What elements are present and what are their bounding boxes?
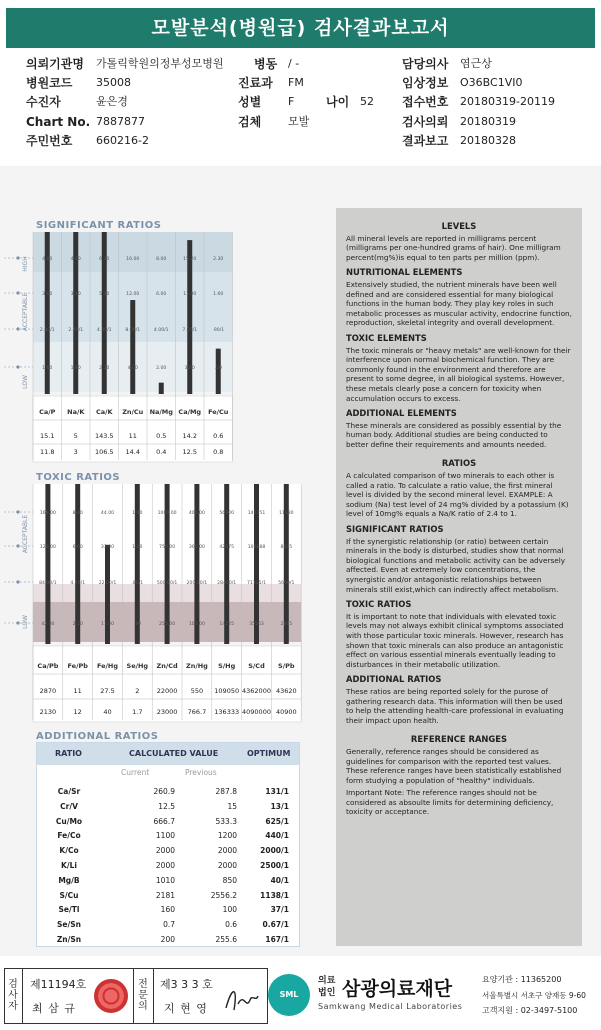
tick-label: 12.00 [126, 292, 140, 297]
tick-label: 750.00 [159, 545, 176, 550]
ratio-bar [75, 484, 80, 644]
label-clinical-info: 임상정보 [402, 76, 449, 90]
table-row [37, 829, 299, 843]
examiner-name: 최 삼 규 [32, 1002, 76, 1015]
tick-label: 2.20 [99, 366, 110, 371]
previous-value: 3 [73, 448, 78, 456]
tick-label: 200.00/1 [186, 581, 208, 586]
ratio-name: Na/K [67, 408, 85, 416]
current-cell: 160 [160, 905, 175, 915]
optimum-cell: 37/1 [270, 905, 289, 915]
zone-label: LOW [22, 375, 29, 389]
tick-label: 11.00 [183, 292, 197, 297]
tick-label: 56900 [219, 511, 235, 516]
header-current: Current [121, 768, 150, 777]
ratio-bar [216, 349, 221, 394]
table-row [37, 889, 299, 903]
zone-label: ACCEPTABLE [22, 292, 29, 332]
current-value: 22000 [156, 687, 178, 695]
table-row [37, 918, 299, 932]
zone-dot [16, 327, 19, 330]
label-institution: 의뢰기관명 [26, 57, 84, 71]
zone-band [33, 232, 233, 272]
additional-elements-text: These minerals are considered as possibly essential by the human body. Additional studies are being conducted to better define their requirements and amounts needed. [346, 420, 562, 449]
current-cell: 0.7 [163, 920, 175, 930]
label-resident-no: 주민번호 [26, 134, 73, 148]
value-specimen: 모발 [288, 115, 310, 128]
additional-ratios-text: These ratios are being reported solely for the purose of gathering research data. This information will then be used to help the attending health-care professional in evaluating their impact upon health. [346, 686, 564, 725]
ratio-name: S/Pb [278, 662, 295, 670]
value-report-date: 20180328 [460, 134, 516, 147]
significant-ratios-text: If the synergistic relationship (or ratio) between certain minerals in the body is disturbed, studies show that normal biological functions and metabolic activity can be adversely affected. Even at extremely low concentrations, the synergistic and/or antagonistic relationships between minerals still exist,which can indirectly affect metabolism. [346, 536, 566, 594]
previous-value: 40 [103, 708, 112, 716]
optimum-cell: 131/1 [265, 787, 289, 796]
value-sex: F [288, 95, 295, 108]
ratio-name-cell: K/Li [61, 861, 77, 870]
previous-value: 14.4 [125, 448, 140, 456]
tick-label: 1.40 [70, 366, 81, 371]
current-value: 11 [73, 687, 82, 695]
levels-text: All mineral levels are reported in milligrams percent (milligrams per one-hundred grams of hair). One milligram percent(mg%)is equal to ten parts per million (ppm). [346, 233, 561, 262]
seal-stamp [94, 979, 128, 1013]
previous-value: 106.5 [94, 448, 114, 456]
label-patient: 수진자 [26, 95, 61, 109]
tick-label: .90/1 [212, 328, 225, 333]
tick-label: 1.60 [42, 366, 53, 371]
previous-value: 40900 [275, 708, 297, 716]
tick-label: 1.60 [132, 511, 143, 516]
current-value: 14.2 [182, 432, 197, 440]
lab-code: 요양기관 : 11365200 [482, 975, 562, 984]
optimum-cell: 625/1 [265, 816, 289, 826]
ratio-bar [135, 484, 140, 644]
table-row [37, 800, 299, 814]
label-receipt-no: 접수번호 [402, 95, 449, 109]
table-row [37, 903, 299, 917]
tick-label: 11.00 [100, 622, 115, 627]
tick-label: 2.40/1 [68, 328, 84, 333]
tick-label: 4.00/1 [153, 328, 169, 333]
value-age: 52 [360, 95, 374, 108]
tick-label: 33.00 [100, 545, 115, 550]
value-department: FM [288, 76, 304, 89]
optimum-cell: 0.67/1 [262, 920, 289, 930]
previous-cell: 533.3 [215, 816, 237, 826]
significant-ratios-title: SIGNIFICANT RATIOS [36, 220, 162, 231]
label-specimen: 검체 [238, 115, 262, 129]
footer [0, 962, 601, 1030]
tick-label: 11380 [278, 511, 294, 516]
ratio-name-cell: S/Cu [59, 890, 79, 900]
value-institution: 가톨릭학원의정부성모병원 [96, 57, 224, 70]
header-previous: Previous [185, 768, 217, 777]
label-report-date: 결과보고 [402, 134, 449, 148]
current-cell: 1100 [155, 831, 175, 841]
ratio-bar [284, 484, 289, 644]
zone-dot [16, 580, 19, 583]
tick-label: 2.80/1 [39, 328, 55, 333]
ratio-name-cell: Ca/Sr [57, 787, 81, 796]
tick-label: 3.00 [184, 366, 195, 371]
tick-label: 106688 [247, 545, 266, 550]
ratio-name: Na/Mg [149, 408, 173, 416]
label-age: 나이 [326, 95, 350, 109]
ratio-name: S/Hg [218, 662, 236, 670]
toxic-ratios-text: It is important to note that individuals with elevated toxic levels may not always exhibit clinical symptoms associated with those particular toxic minerals. However, research has shown that toxic minerals can also produce an antagonistic effect on various essential minerals eventually leading to disturbances in their metabolic utilization. [346, 611, 564, 669]
tick-label: 8535 [280, 545, 293, 550]
tick-label: 6.60 [72, 545, 83, 550]
label-request-date: 검사의뢰 [402, 115, 449, 129]
tick-label: 126.00 [39, 545, 56, 550]
label-department: 진료과 [238, 76, 273, 90]
lab-phone: 고객지원 : 02-3497-5100 [482, 1006, 578, 1015]
previous-value: 1.7 [132, 708, 143, 716]
tick-label: 400.00 [188, 511, 205, 516]
current-value: 550 [190, 687, 204, 695]
current-cell: 2000 [155, 846, 175, 856]
value-doctor: 염근상 [460, 57, 492, 70]
corp-type-2: 법인 [318, 988, 336, 998]
ratio-bar [45, 484, 50, 644]
previous-value: 23000 [156, 708, 178, 716]
examiner-label: 검사자 [8, 979, 18, 1012]
zone-dot [16, 544, 19, 547]
current-cell: 12.5 [158, 801, 175, 811]
ratio-name-cell: Fe/Co [57, 831, 81, 841]
current-cell: 1010 [155, 875, 175, 885]
ratio-bar [224, 484, 229, 644]
optimum-cell: 13/1 [270, 801, 289, 811]
optimum-cell: 2500/1 [260, 861, 289, 870]
header-calculated: CALCULATED VALUE [129, 749, 219, 758]
ratio-name: S/Cd [248, 662, 265, 670]
previous-value: 2130 [39, 708, 57, 716]
current-value: 2870 [39, 687, 57, 695]
specialist-license: 제3 3 3 호 [160, 978, 213, 991]
current-cell: 2181 [155, 890, 175, 900]
value-ward: / - [288, 57, 300, 70]
optimum-cell: 40/1 [270, 875, 289, 885]
lab-address: 서울특별시 서초구 양재동 9-60 [482, 991, 586, 1000]
zone-dot [16, 510, 19, 513]
current-cell: 260.9 [153, 787, 175, 796]
additional-ratios-title: ADDITIONAL RATIOS [36, 731, 159, 742]
zone-dot [16, 365, 19, 368]
value-chart-no: 7887877 [96, 115, 145, 128]
toxic-elements-text: The toxic minerals or "heavy metals" are well-known for their interference upon normal biochemical function. They are commonly found in the environment and therefore are present to some degree, in all biological systems. However, these metals clearly pose a concern for toxicity when accumulation occurs to excess. [346, 345, 571, 403]
current-value: 0.5 [156, 432, 167, 440]
previous-cell: 2556.2 [210, 890, 237, 900]
tick-label: 84.00/1 [39, 581, 57, 586]
value-clinical-info: O36BC1VI0 [460, 76, 523, 89]
previous-value: 4090000 [242, 708, 271, 716]
zone-label: LOW [22, 615, 29, 629]
tick-label: 3.40 [70, 292, 81, 297]
table-row [37, 844, 299, 858]
ratio-name: Zn/Cu [122, 408, 144, 416]
ratio-name-cell: Se/Tl [58, 905, 80, 915]
tick-label: 3.60 [42, 292, 53, 297]
ratio-name-cell: K/Co [59, 846, 79, 856]
current-cell: 2000 [155, 861, 175, 870]
header-ratio: RATIO [55, 749, 82, 758]
tick-label: 4.80 [42, 257, 53, 262]
tick-label: 4.20/1 [96, 328, 112, 333]
examiner-license: 제11194호 [30, 978, 87, 991]
tick-label: 5690/1 [278, 581, 295, 586]
reference-ranges-heading: REFERENCE RANGES [410, 734, 508, 745]
value-request-date: 20180319 [460, 115, 516, 128]
tick-label: 4.00 [127, 366, 138, 371]
tick-label: 28450/1 [217, 581, 237, 586]
lab-name: 삼광의료재단 [342, 978, 453, 1000]
tick-label: 42.00 [41, 622, 55, 627]
tick-label: 5.20 [99, 292, 110, 297]
value-hospital-code: 35008 [96, 76, 131, 89]
nutritional-heading: NUTRITIONAL ELEMENTS [346, 267, 463, 278]
current-value: 15.1 [40, 432, 55, 440]
ratio-bar [105, 545, 110, 644]
tick-label: 1.20 [132, 545, 143, 550]
label-doctor: 담당의사 [402, 57, 449, 71]
label-ward: 병동 [254, 57, 278, 71]
lab-logo: SML [268, 974, 310, 1016]
additional-ratios-heading: ADDITIONAL RATIOS [346, 674, 442, 685]
ratios-text: A calculated comparison of two minerals to each other is called a ratio. To calculate a ratio value, the first mineral level is divided by the second mineral level. EXAMPLE: A sodium (Na) test level of 24 mg% divided by a potassium (K) level of 10mg% equals a Na/K ratio of 2.4 to 1. [346, 471, 569, 519]
previous-value: 12 [73, 708, 82, 716]
label-sex: 성별 [238, 95, 262, 109]
ratio-name-cell: Cu/Mo [55, 816, 83, 826]
previous-value: 136333 [214, 708, 240, 716]
tick-label: .40 [133, 622, 141, 627]
tick-label: 14225 [219, 622, 235, 627]
nutritional-text: Extensively studied, the nutrient minerals have been well defined and are considered essential for many biological functions in the human body. They play key roles in such metabolic processes as muscular activity, endocrine function, reproduction, skeletal integrity and overall development. [346, 279, 572, 328]
previous-value: 0.8 [213, 448, 224, 456]
previous-cell: 850 [222, 875, 237, 885]
ratio-name-cell: Mg/B [58, 875, 80, 885]
previous-value: 12.5 [182, 448, 197, 456]
toxic-ratios-chart [0, 484, 306, 724]
tick-label: .80/1 [131, 581, 144, 586]
previous-value: 0.4 [156, 448, 167, 456]
current-value: 27.5 [100, 687, 115, 695]
ratio-bar [159, 383, 164, 394]
tick-label: 6.20 [99, 257, 110, 262]
optimum-cell: 1138/1 [260, 890, 289, 900]
additional-ratios-table [36, 742, 300, 947]
significant-ratios-heading: SIGNIFICANT RATIOS [346, 524, 444, 535]
reference-ranges-text: Generally, reference ranges should be considered as guidelines for comparison with the reported test values. These reference ranges have been statistically established form studying a population of "healthy" individuals. [346, 746, 562, 785]
tick-label: 300.00 [188, 545, 205, 550]
ratio-name: Fe/Cu [208, 408, 229, 416]
previous-cell: 15 [227, 801, 237, 811]
current-cell: 200 [160, 935, 175, 944]
tick-label: 100.00 [188, 622, 205, 627]
current-value: 109050 [214, 687, 240, 695]
tick-label: 7.00/1 [182, 328, 198, 333]
tick-label: 22.00/1 [98, 581, 117, 586]
table-row [37, 859, 299, 873]
current-value: 4362000 [242, 687, 271, 695]
table-row [37, 815, 299, 829]
additional-elements-heading: ADDITIONAL ELEMENTS [346, 408, 457, 419]
tick-label: 71125/1 [246, 581, 267, 586]
optimum-cell: 167/1 [265, 935, 289, 944]
levels-heading: LEVELS [441, 221, 477, 231]
current-value: 11 [128, 432, 137, 440]
current-value: 2 [135, 687, 140, 695]
tick-label: .20 [214, 366, 222, 371]
tick-label: 142251 [247, 511, 266, 516]
value-receipt-no: 20180319-20119 [460, 95, 555, 108]
ratio-name-cell: Se/Sn [57, 920, 81, 930]
ratio-name: Ca/P [39, 408, 56, 416]
tick-label: 6.00 [156, 292, 167, 297]
tick-label: 35563 [249, 622, 264, 627]
significant-ratios-chart [0, 232, 235, 464]
label-chart-no: Chart No. [26, 115, 91, 129]
tick-label: 44.00 [100, 511, 115, 516]
ratio-name: Zn/Cd [156, 662, 178, 670]
corp-type-1: 의료 [318, 976, 336, 986]
tick-label: 500.00/1 [156, 581, 178, 586]
label-hospital-code: 병원코드 [26, 76, 73, 90]
tick-label: 2.30 [213, 257, 224, 262]
current-value: 143.5 [94, 432, 114, 440]
ratio-name: Fe/Pb [67, 662, 88, 670]
ratio-bar [254, 484, 259, 644]
value-resident-no: 660216-2 [96, 134, 149, 147]
current-value: 43620 [275, 687, 297, 695]
ratio-name: Ca/Pb [37, 662, 59, 670]
previous-cell: 2000 [217, 861, 237, 870]
ratio-name: Ca/K [95, 408, 113, 416]
current-value: 0.6 [213, 432, 224, 440]
previous-cell: 1200 [217, 831, 237, 841]
current-cell: 666.7 [153, 816, 175, 826]
table-row [37, 933, 299, 947]
tick-label: 8.80 [72, 511, 83, 516]
toxic-ratios-heading: TOXIC RATIOS [346, 599, 412, 610]
current-value: 5 [73, 432, 78, 440]
ratio-name: Se/Hg [126, 662, 149, 670]
signature-mark [222, 982, 262, 1016]
optimum-cell: 2000/1 [260, 846, 289, 856]
reference-ranges-note: Important Note: The reference ranges should not be considered as absoulte limits for determining deficiency, toxicity or acceptance. [346, 788, 554, 817]
value-patient: 윤은경 [96, 95, 128, 108]
previous-cell: 255.6 [215, 935, 237, 944]
ratios-heading: RATIOS [441, 458, 477, 469]
tick-label: 2.20 [72, 622, 83, 627]
tick-label: 8.00/1 [125, 328, 141, 333]
tick-label: 1.60 [213, 292, 224, 297]
tick-label: 4.40/1 [70, 581, 86, 586]
table-row [37, 874, 299, 888]
zone-label: HIGH [22, 256, 29, 272]
zone-dot [16, 621, 19, 624]
previous-cell: 2000 [217, 846, 237, 856]
toxic-ratios-title: TOXIC RATIOS [36, 472, 121, 483]
previous-cell: 100 [222, 905, 237, 915]
specialist-label: 전문의 [138, 979, 148, 1012]
tick-label: 15.20 [183, 257, 197, 262]
tick-label: 2.00 [156, 366, 167, 371]
previous-value: 766.7 [187, 708, 207, 716]
ratio-name: Ca/Mg [178, 408, 202, 416]
previous-value: 11.8 [40, 448, 55, 456]
explanation-panel [336, 208, 582, 946]
tick-label: 42675 [219, 545, 235, 550]
toxic-elements-heading: TOXIC ELEMENTS [346, 332, 427, 343]
zone-label: ACCEPTABLE [22, 514, 29, 554]
ratio-bar [194, 484, 199, 644]
ratio-name-cell: Zn/Sn [56, 935, 82, 944]
ratio-name: Zn/Hg [185, 662, 208, 670]
optimum-cell: 440/1 [265, 831, 289, 841]
tick-label: 16.00 [126, 257, 140, 262]
ratio-name: Fe/Hg [96, 662, 119, 670]
ratio-bar [165, 484, 170, 644]
tick-label: 4.40 [70, 257, 81, 262]
lab-name-en: Samkwang Medical Laboratories [318, 1002, 463, 1011]
previous-cell: 287.8 [215, 787, 237, 796]
ratio-bar [130, 300, 135, 394]
tick-label: 1000.00 [157, 511, 177, 516]
report-title: 모발분석(병원급) 검사결과보고서 [6, 8, 595, 48]
ratio-name-cell: Cr/V [60, 801, 78, 811]
tick-label: 8.00 [156, 257, 167, 262]
tick-label: 168.00 [39, 511, 56, 516]
zone-dot [16, 291, 19, 294]
previous-cell: 0.6 [225, 920, 237, 930]
table-header [37, 743, 299, 765]
header-optimum: OPTIMUM [247, 749, 291, 758]
table-row [37, 785, 299, 799]
tick-label: 250.00 [159, 622, 176, 627]
zone-dot [16, 256, 19, 259]
specialist-name: 지 현 영 [164, 1002, 208, 1015]
tick-label: 2845 [280, 622, 293, 627]
